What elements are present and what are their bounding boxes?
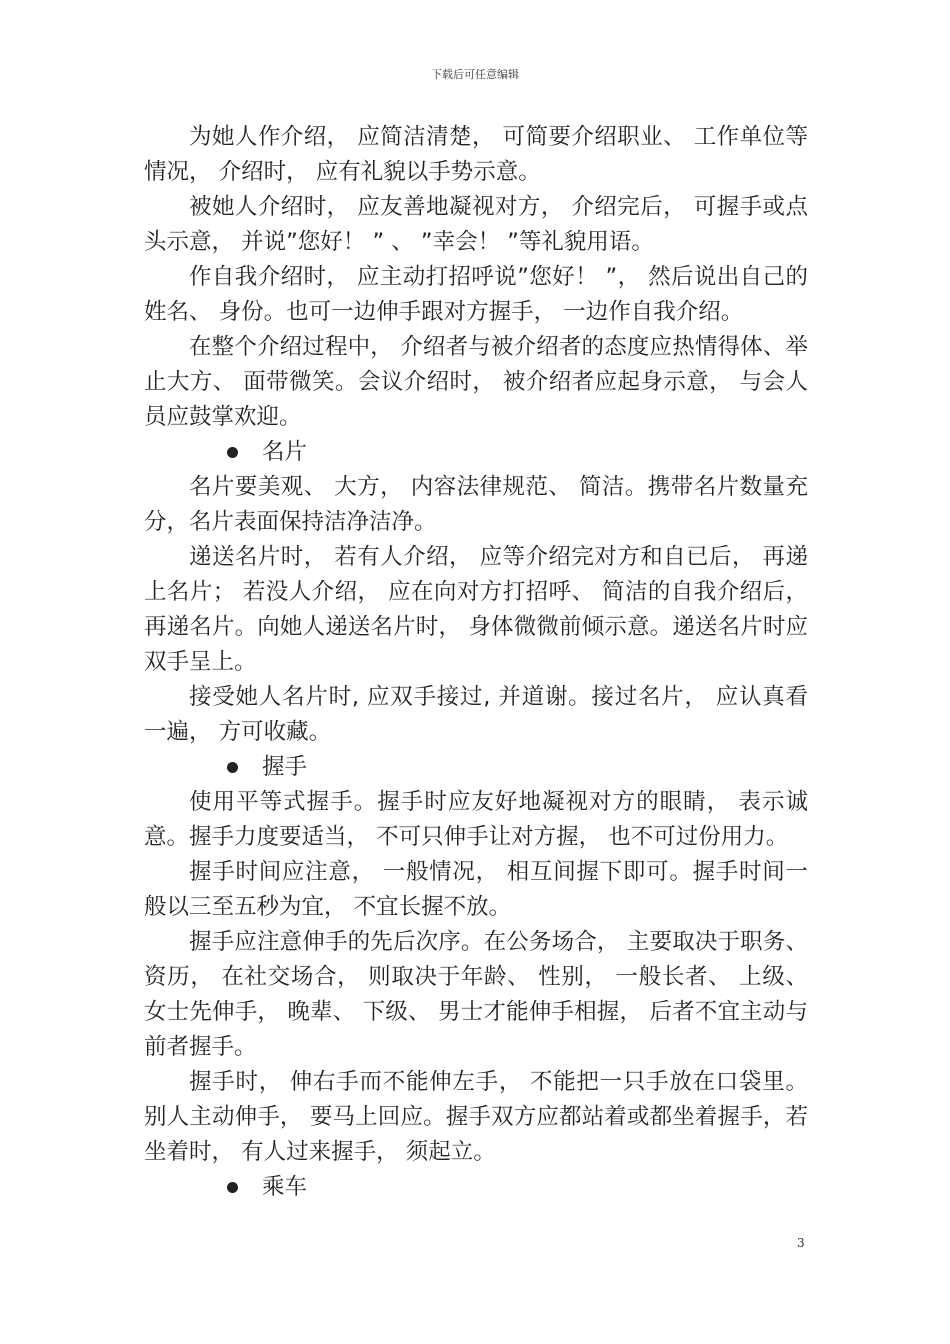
paragraph: 名片要美观、 大方， 内容法律规范、 简洁。携带名片数量充分，名片表面保持洁净洁净。 [144,474,808,535]
paragraph: 使用平等式握手。握手时应友好地凝视对方的眼睛， 表示诚意。握手力度要适当， 不可只伸手让对方握， 也不可过份用力。 [144,789,808,850]
paragraph: 握手时， 伸右手而不能伸左手， 不能把一只手放在口袋里。别人主动伸手， 要马上回应。握手双方应都站着或都坐着握手，若坐着时， 有人过来握手， 须起立。 [144,1069,808,1165]
paragraph: 接受她人名片时, 应双手接过, 并道谢。接过名片， 应认真看一遍， 方可收藏。 [144,684,808,745]
bullet-dot-icon [227,1182,238,1193]
bullet-heading [144,750,808,785]
paragraph: 作自我介绍时， 应主动打招呼说”您好！ ”， 然后说出自己的姓名、 身份。也可一边伸手跟对方握手， 一边作自我介绍。 [144,264,808,325]
bullet-dot-icon [227,762,238,773]
bullet-dot-icon [227,447,238,458]
bullet-heading-text: 握手 [262,754,308,780]
bullet-heading [144,435,808,470]
paragraph: 在整个介绍过程中， 介绍者与被介绍者的态度应热情得体、举止大方、 面带微笑。会议介绍时， 被介绍者应起身示意， 与会人员应鼓掌欢迎。 [144,334,808,430]
bullet-heading [144,1170,808,1205]
paragraph: 被她人介绍时， 应友善地凝视对方， 介绍完后， 可握手或点头示意， 并说”您好！ ” 、 ”幸会！ ”等礼貌用语。 [144,194,808,255]
paragraph: 递送名片时， 若有人介绍， 应等介绍完对方和自已后， 再递上名片； 若没人介绍， 应在向对方打招呼、 简洁的自我介绍后，再递名片。向她人递送名片时， 身体微微前倾示意。递送名片时应双手呈上。 [144,544,808,675]
paragraph: 为她人作介绍， 应简洁清楚， 可简要介绍职业、 工作单位等情况， 介绍时， 应有礼貌以手势示意。 [144,124,808,185]
bullet-heading-text: 名片 [262,439,308,465]
page-number: 3 [797,1236,805,1250]
document-body [144,120,808,1205]
paragraph: 握手应注意伸手的先后次序。在公务场合， 主要取决于职务、资历， 在社交场合， 则取决于年龄、 性别， 一般长者、 上级、女士先伸手， 晚辈、 下级、 男士才能伸手相握， 后者不宜主动与前者握手。 [144,929,808,1060]
bullet-heading-text: 乘车 [262,1174,308,1200]
paragraph: 握手时间应注意， 一般情况， 相互间握下即可。握手时间一般以三至五秒为宜， 不宜长握不放。 [144,859,808,920]
page-header: 下载后可任意编辑 [431,68,519,81]
